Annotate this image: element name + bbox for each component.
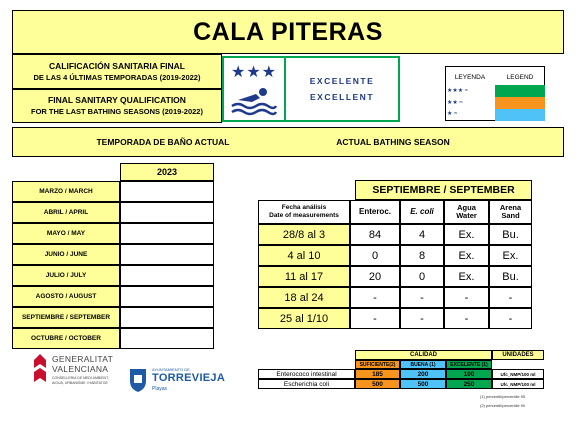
row-date: 25 al 1/10 <box>258 308 350 329</box>
row-date: 11 al 17 <box>258 266 350 287</box>
units-header: UNIDADES <box>492 350 544 360</box>
row-water: - <box>444 287 489 308</box>
row-water: - <box>444 308 489 329</box>
month-label: OCTUBRE / OCTOBER <box>12 328 120 349</box>
col-sufficient: SUFICIENTE(2) <box>355 360 400 369</box>
month-label: ABRIL / APRIL <box>12 202 120 223</box>
generalitat-sub1: CONSELLERIA DE MEDI AMBIENT, <box>52 376 109 380</box>
month-label: JUNIO / JUNE <box>12 244 120 265</box>
col-excellent: EXCELENTE (1) <box>446 360 492 369</box>
page-title: CALA PITERAS <box>193 17 383 46</box>
row-date: 28/8 al 3 <box>258 224 350 245</box>
col-header-sand-es: Arena <box>499 203 522 212</box>
col-header-water-en: Water <box>456 211 477 220</box>
season-label-en: ACTUAL BATHING SEASON <box>336 137 450 147</box>
quality-good-value: 500 <box>400 379 446 389</box>
footnote-1: (1) percentil/percentile 95 <box>480 394 526 399</box>
row-sand: - <box>489 308 532 329</box>
qualification-en <box>12 89 222 123</box>
generalitat-logo <box>32 352 132 412</box>
legend-stars-3-icon: ★★★ ≈ <box>447 88 469 94</box>
swimmer-icon <box>230 84 278 116</box>
torrevieja-sub: Playas <box>152 386 168 392</box>
quality-units: Ufc_NMP/100 ml <box>492 369 544 379</box>
col-header-water-es: Agua <box>457 203 476 212</box>
col-header-ecoli: E. coli <box>400 200 444 224</box>
col-header-sand-en: Sand <box>501 211 520 220</box>
torrevieja-shield-icon <box>128 367 148 393</box>
legend-header-en: LEGEND <box>506 73 534 81</box>
legend-stars-2-icon: ★★ ≈ <box>447 100 463 106</box>
col-header-entero: Enteroc. <box>350 200 400 224</box>
row-entero: - <box>350 287 400 308</box>
month-value <box>120 181 214 202</box>
generalitat-line1: GENERALITAT <box>52 354 114 364</box>
row-water: Ex. <box>444 266 489 287</box>
row-date: 18 al 24 <box>258 287 350 308</box>
month-label: JULIO / JULY <box>12 265 120 286</box>
row-ecoli: 4 <box>400 224 444 245</box>
col-header-sand <box>489 200 532 224</box>
badge-text-es: EXCELENTE <box>309 76 375 86</box>
col-header-date-es: Fecha análisis <box>281 204 327 211</box>
quality-row-name: Enterococo intestinal <box>258 369 355 379</box>
month-value <box>120 223 214 244</box>
legend-sufficient-swatch <box>495 97 545 109</box>
torrevieja-small: AYUNTAMIENTO DE <box>152 367 190 372</box>
generalitat-emblem-icon <box>32 354 48 384</box>
col-header-date-en: Date of measurements <box>269 212 339 219</box>
three-stars-icon: ★★★ <box>230 64 278 81</box>
month-label: AGOSTO / AUGUST <box>12 286 120 307</box>
col-good: BUENA (1) <box>400 360 446 369</box>
title-bar <box>12 10 564 54</box>
quality-row-name: Escherichia coli <box>258 379 355 389</box>
excellent-badge <box>222 56 400 122</box>
season-label-es: TEMPORADA DE BAÑO ACTUAL <box>96 137 230 147</box>
month-value <box>120 265 214 286</box>
torrevieja-name: TORREVIEJA <box>152 372 226 384</box>
row-sand: Bu. <box>489 224 532 245</box>
qualification-es-line2: DE LAS 4 ÚLTIMAS TEMPORADAS (2019-2022) <box>33 72 201 82</box>
year-header: 2023 <box>120 163 214 181</box>
footnote-2: (2) percentil/percentile 90 <box>480 403 526 408</box>
legend-excellent-swatch <box>495 85 545 97</box>
quality-header: CALIDAD <box>355 350 492 360</box>
month-value <box>120 244 214 265</box>
month-label: MAYO / MAY <box>12 223 120 244</box>
col-header-date <box>258 200 350 224</box>
qualification-en-line2: FOR THE LAST BATHING SEASONS (2019-2022) <box>31 107 203 116</box>
col-header-water <box>444 200 489 224</box>
generalitat-sub2: AIGUA, URBANISME I HABITATGE <box>52 381 108 385</box>
legend-good-swatch <box>495 109 545 121</box>
row-sand: Ex. <box>489 245 532 266</box>
legend-icons <box>447 86 493 120</box>
row-entero: 84 <box>350 224 400 245</box>
badge-text <box>286 58 398 120</box>
row-sand: - <box>489 287 532 308</box>
row-entero: - <box>350 308 400 329</box>
row-entero: 0 <box>350 245 400 266</box>
row-ecoli: - <box>400 308 444 329</box>
legend-stars-1-icon: ★ ≈ <box>447 111 458 117</box>
month-label: MARZO / MARCH <box>12 181 120 202</box>
row-ecoli: - <box>400 287 444 308</box>
legend-header-es: LEYENDA <box>454 73 486 81</box>
season-bar <box>12 127 564 157</box>
quality-excellent-value: 100 <box>446 369 492 379</box>
legend-colors <box>495 85 545 121</box>
qualification-en-line1: FINAL SANITARY QUALIFICATION <box>48 95 186 105</box>
row-water: Ex. <box>444 224 489 245</box>
quality-sufficient-value: 185 <box>355 369 400 379</box>
quality-good-value: 200 <box>400 369 446 379</box>
generalitat-line2: VALENCIANA <box>52 364 109 374</box>
row-ecoli: 0 <box>400 266 444 287</box>
month-value <box>120 286 214 307</box>
month-value <box>120 307 214 328</box>
row-entero: 20 <box>350 266 400 287</box>
quality-sufficient-value: 500 <box>355 379 400 389</box>
month-label: SEPTIEMBRE / SEPTEMBER <box>12 307 120 328</box>
row-sand: Bu. <box>489 266 532 287</box>
row-ecoli: 8 <box>400 245 444 266</box>
torrevieja-logo <box>128 365 228 400</box>
qualification-es-line1: CALIFICACIÓN SANITARIA FINAL <box>49 60 185 71</box>
quality-excellent-value: 250 <box>446 379 492 389</box>
quality-units: Ufc_NMP/100 ml <box>492 379 544 389</box>
month-value <box>120 328 214 349</box>
row-water: Ex. <box>444 245 489 266</box>
badge-text-en: EXCELLENT <box>309 92 375 102</box>
september-header: SEPTIEMBRE / SEPTEMBER <box>355 180 532 200</box>
month-value <box>120 202 214 223</box>
badge-icon-panel <box>224 58 284 120</box>
row-date: 4 al 10 <box>258 245 350 266</box>
qualification-es <box>12 54 222 89</box>
